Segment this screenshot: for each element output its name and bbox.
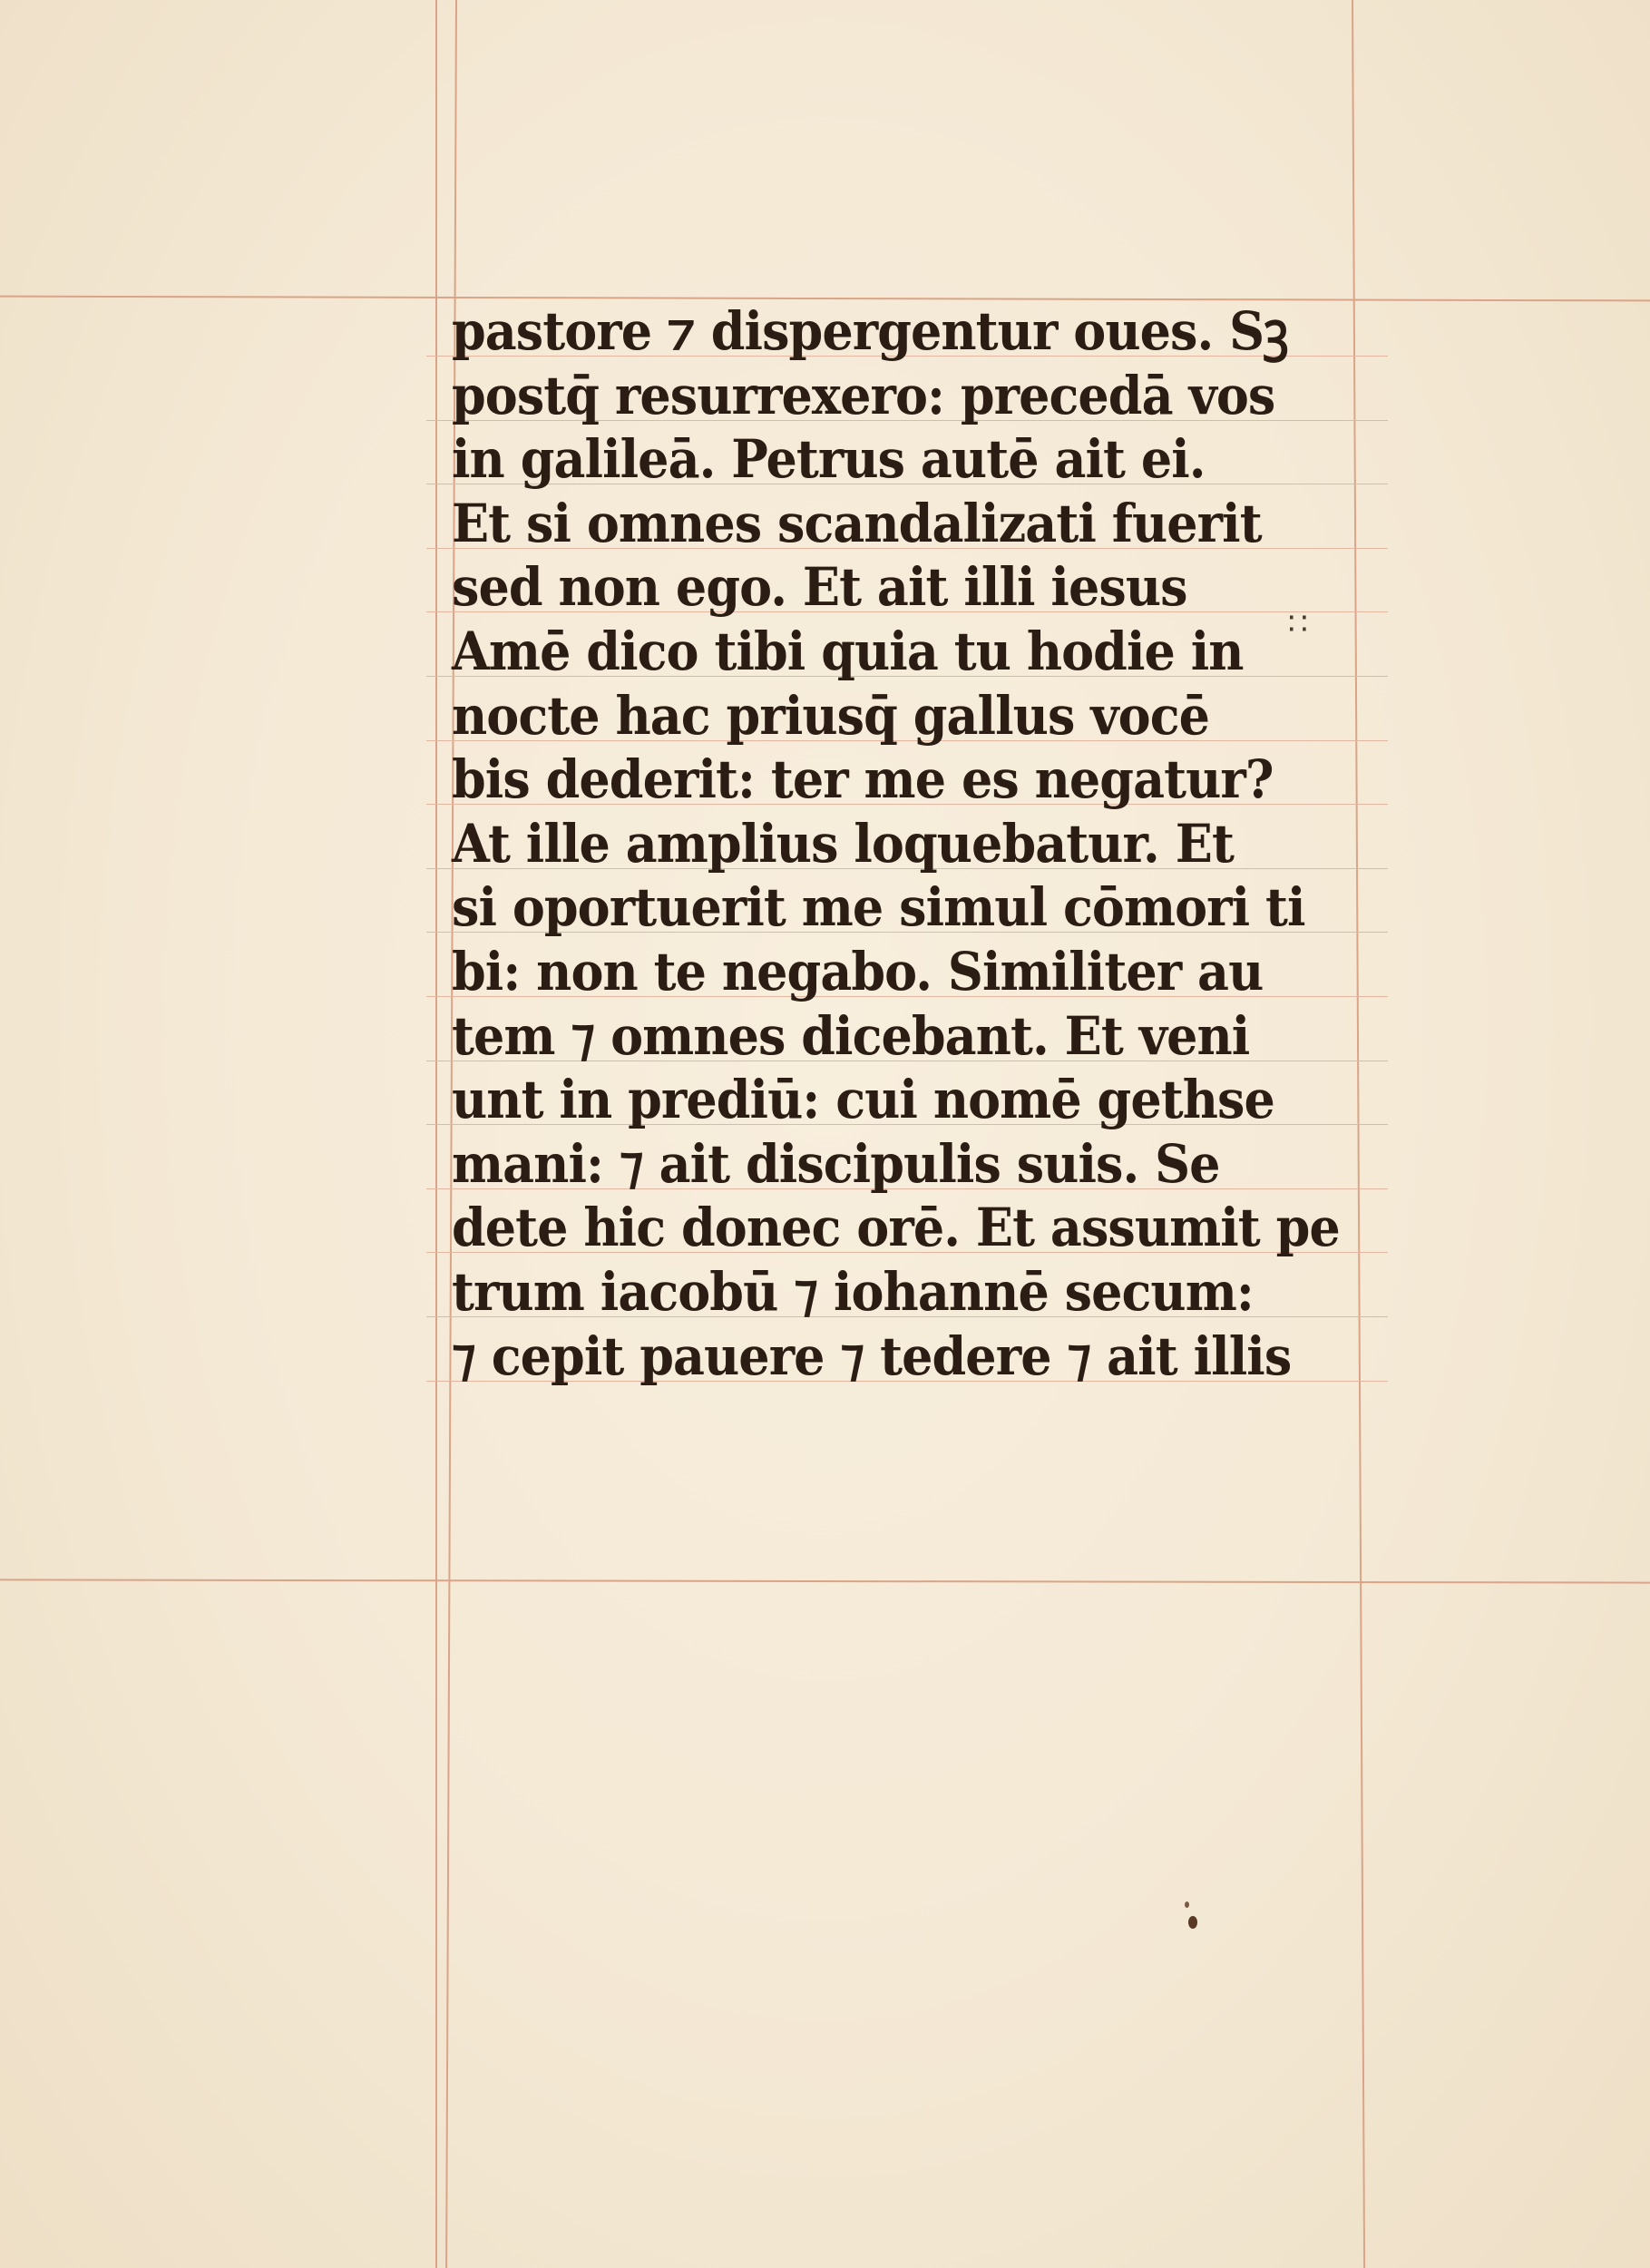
text-line: bi: non te negabo. Similiter au: [452, 940, 1264, 1002]
text-line: nocte hac priusq̄ gallus vocē: [452, 684, 1210, 747]
text-line: pastore ⁊ dispergentur oues. Sꝫ: [452, 300, 1288, 362]
text-line: Et si omnes scandalizati fuerit: [452, 492, 1262, 554]
text-line: At ille amplius loquebatur. Et: [452, 812, 1234, 875]
text-line: trum iacobū ⁊ iohannē secum:: [452, 1260, 1254, 1323]
text-line: in galileā. Petrus autē ait ei.: [452, 428, 1206, 491]
ruling-bottom: [0, 1579, 1650, 1583]
text-line: unt in prediū: cui nomē gethse: [452, 1069, 1274, 1131]
text-line: Amē dico tibi quia tu hodie in: [452, 620, 1244, 682]
text-line: dete hic donec orē. Et assumit pe: [452, 1197, 1340, 1259]
text-block: [452, 299, 1368, 1388]
margin-mark: ∷: [1288, 606, 1308, 642]
text-line: sed non ego. Et ait illi iesus: [452, 556, 1187, 619]
ink-spot: [1188, 1916, 1197, 1929]
ink-spot: [1185, 1901, 1189, 1908]
text-line: tem ⁊ omnes dicebant. Et veni: [452, 1004, 1250, 1067]
text-line: bis dederit: ter me es negatur?: [452, 748, 1274, 811]
text-line: postq̄ resurrexero: precedā vos: [452, 364, 1275, 426]
text-line: mani: ⁊ ait discipulis suis. Se: [452, 1132, 1220, 1195]
text-line: ⁊ cepit pauere ⁊ tedere ⁊ ait illis: [452, 1325, 1292, 1387]
ruling-left-outer: [435, 0, 437, 2268]
text-line: si oportuerit me simul cōmori ti: [452, 876, 1305, 939]
